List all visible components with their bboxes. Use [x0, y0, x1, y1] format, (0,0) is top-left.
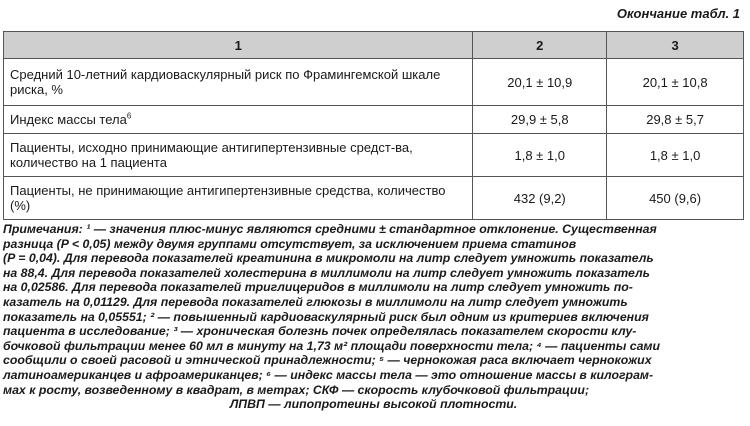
note-line: пациента в исследование; ³ — хроническая болезнь почек определялась показателем скорости клу-: [3, 324, 637, 339]
note-line: (P = 0,04). Для перевода показателей креатинина в микромоли на литр следует умножить показатель: [3, 251, 654, 266]
note-line: разница (P < 0,05) между двумя группами отсутствует, за исключением приема статинов: [3, 236, 577, 251]
table-cell: 432 (9,2): [473, 177, 607, 220]
table-header-row: [4, 32, 744, 59]
row-label-text: Средний 10-летний кардиоваскулярный риск по Фрамингемской шкале риска, %: [10, 67, 441, 97]
table-cell: 450 (9,6): [607, 177, 744, 220]
note-line: показатель на 0,05551; ² — повышенный кардиоваскулярный риск был одним из критериев включения: [3, 309, 649, 324]
footnote-marker: 6: [126, 111, 132, 121]
table-row: [4, 106, 744, 134]
row-label: [4, 106, 473, 134]
note-line: сообщили о своей расовой и этнической принадлежности; ⁵ — чернокожая раса включает чернокожих: [3, 353, 652, 368]
table-cell: 1,8 ± 1,0: [473, 134, 607, 177]
row-label-text: Индекс массы тела: [10, 112, 127, 127]
note-line: Примечания: ¹ — значения плюс-минус являются средними ± стандартное отклонение. Существенная: [3, 222, 657, 236]
note-line: мах к росту, возведенному в квадрат, в метрах; СКФ — скорость клубочковой фильтрации;: [3, 382, 590, 397]
column-header: 3: [607, 32, 744, 59]
column-header: 1: [4, 32, 473, 59]
table-cell: 29,9 ± 5,8: [473, 106, 607, 134]
data-table: [3, 31, 744, 220]
table-row: [4, 134, 744, 177]
row-label-text: Пациенты, исходно принимающие антигипертензивные средст-ва, количество на 1 пациента: [10, 140, 413, 170]
row-label: [4, 134, 473, 177]
row-label: [4, 177, 473, 220]
table-row: [4, 177, 744, 220]
table-notes: [3, 222, 744, 412]
table-cell: 20,1 ± 10,9: [473, 59, 607, 106]
row-label-text: Пациенты, не принимающие антигипертензивные средства, количество (%): [10, 183, 446, 213]
note-line: ЛПВП — липопротеины высокой плотности.: [229, 397, 518, 412]
note-line: бочковой фильтрации менее 60 мл в минуту на 1,73 м² площади поверхности тела; ⁴ — пациенты сами: [3, 338, 661, 353]
note-line: на 88,4. Для перевода показателей холестерина в миллимоли на литр следует умножить показатель: [3, 265, 650, 280]
table-cell: 29,8 ± 5,7: [607, 106, 744, 134]
note-line: на 0,02586. Для перевода показателей триглицеридов в миллимоли на литр следует умножить по-: [3, 280, 633, 295]
note-line: латиноамериканцев и афроамериканцев; ⁶ — индекс массы тела — это отношение массы в килограм-: [3, 367, 654, 382]
table-caption: Окончание табл. 1: [616, 6, 740, 21]
row-label: [4, 59, 473, 106]
table-cell: 1,8 ± 1,0: [607, 134, 744, 177]
table-row: [4, 59, 744, 106]
column-header: 2: [473, 32, 607, 59]
note-line: казатель на 0,01129. Для перевода показателей глюкозы в миллимоли на литр следует умножить: [3, 294, 628, 309]
table-cell: 20,1 ± 10,8: [607, 59, 744, 106]
